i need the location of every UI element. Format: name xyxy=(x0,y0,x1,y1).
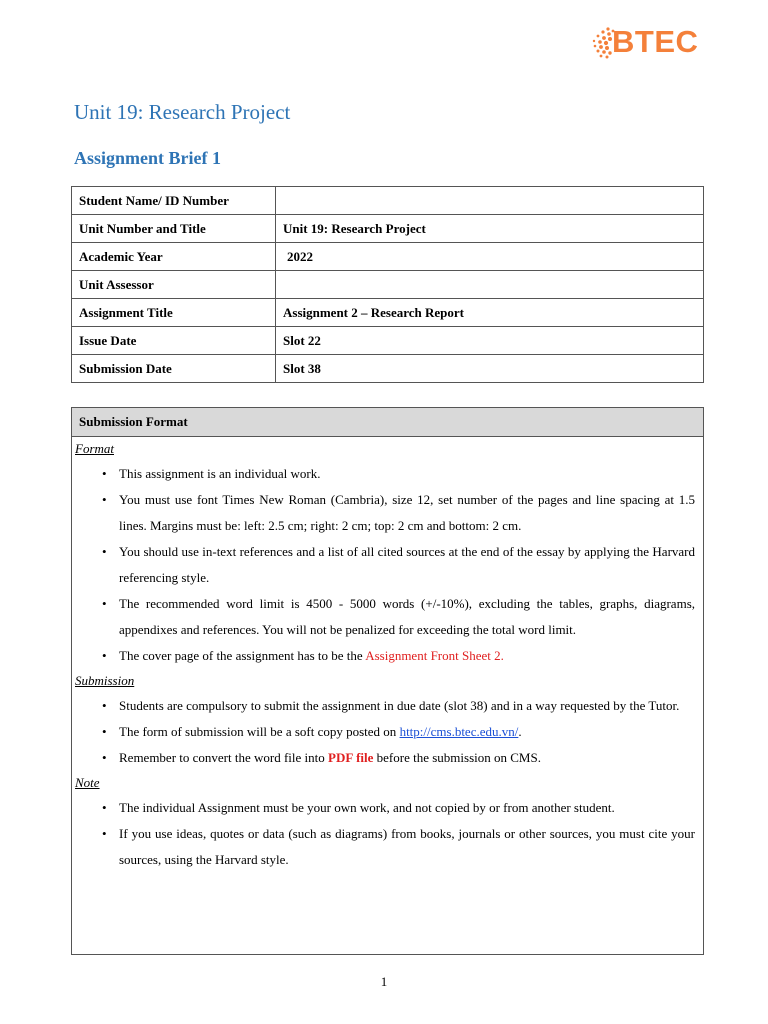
row-label: Academic Year xyxy=(72,243,276,271)
list-item xyxy=(72,745,703,771)
note-heading: Note xyxy=(75,775,100,790)
submission-form-suffix: . xyxy=(518,724,522,739)
submission-format-box xyxy=(71,407,704,955)
row-value: Assignment 2 – Research Report xyxy=(276,299,704,327)
list-item: • The individual Assignment must be your own work, and not copied by or from another student. xyxy=(72,795,703,821)
table-row xyxy=(72,299,704,327)
list-item: • Students are compulsory to submit the assignment in due date (slot 38) and in a way requested by the Tutor. xyxy=(72,693,703,719)
note-list xyxy=(72,795,703,873)
assignment-brief-title: Assignment Brief 1 xyxy=(74,148,221,168)
convert-suffix: before the submission on CMS. xyxy=(373,750,541,765)
unit-title: Unit 19: Research Project xyxy=(74,100,291,124)
list-item: • You must use font Times New Roman (Cambria), size 12, set number of the pages and line spacing at 1.5 lines. Margins must be: left: 2.5 cm; right: 2 cm; top: 2 cm and bottom: 2 cm. xyxy=(72,487,703,539)
row-value: 2022 xyxy=(276,243,704,271)
list-item xyxy=(72,719,703,745)
submission-format-header: Submission Format xyxy=(72,408,703,437)
convert-text: Remember to convert the word file into xyxy=(119,750,329,765)
table-row xyxy=(72,243,704,271)
list-item: • This assignment is an individual work. xyxy=(72,461,703,487)
list-item: • You should use in-text references and a list of all cited sources at the end of the essay by applying the Harvard referencing style. xyxy=(72,539,703,591)
row-value: Slot 38 xyxy=(276,355,704,383)
cover-text: The cover page of the assignment has to be the xyxy=(119,648,366,663)
row-label: Issue Date xyxy=(72,327,276,355)
cover-suffix: . xyxy=(500,648,504,663)
row-label: Assignment Title xyxy=(72,299,276,327)
front-sheet-highlight: Assignment Front Sheet 2 xyxy=(365,648,501,663)
cms-link[interactable]: http://cms.btec.edu.vn/ xyxy=(399,724,519,739)
submission-list xyxy=(72,693,703,771)
format-list xyxy=(72,461,703,669)
row-value xyxy=(276,271,704,299)
table-row xyxy=(72,271,704,299)
table-row xyxy=(72,355,704,383)
row-label: Submission Date xyxy=(72,355,276,383)
table-row xyxy=(72,215,704,243)
page-number: 1 xyxy=(380,974,388,989)
table-row xyxy=(72,187,704,215)
btec-logo xyxy=(590,22,720,66)
row-label: Unit Number and Title xyxy=(72,215,276,243)
list-item xyxy=(72,643,703,669)
list-item: • The recommended word limit is 4500 - 5000 words (+/-10%), excluding the tables, graphs, diagrams, appendixes and references. You will not be penalized for exceeding the total word limit. xyxy=(72,591,703,643)
row-label: Student Name/ ID Number xyxy=(72,187,276,215)
table-row xyxy=(72,327,704,355)
row-label: Unit Assessor xyxy=(72,271,276,299)
logo-text: BTEC xyxy=(612,24,699,59)
row-value xyxy=(276,187,704,215)
list-item: • If you use ideas, quotes or data (such as diagrams) from books, journals or other sources, you must cite your sources, using the Harvard style. xyxy=(72,821,703,873)
row-value: Slot 22 xyxy=(276,327,704,355)
format-heading: Format xyxy=(75,441,114,456)
assignment-info-table xyxy=(71,186,704,383)
submission-form-text: The form of submission will be a soft copy posted on xyxy=(119,724,400,739)
pdf-file-highlight: PDF file xyxy=(328,750,374,765)
submission-heading: Submission xyxy=(75,673,135,688)
row-value: Unit 19: Research Project xyxy=(276,215,704,243)
